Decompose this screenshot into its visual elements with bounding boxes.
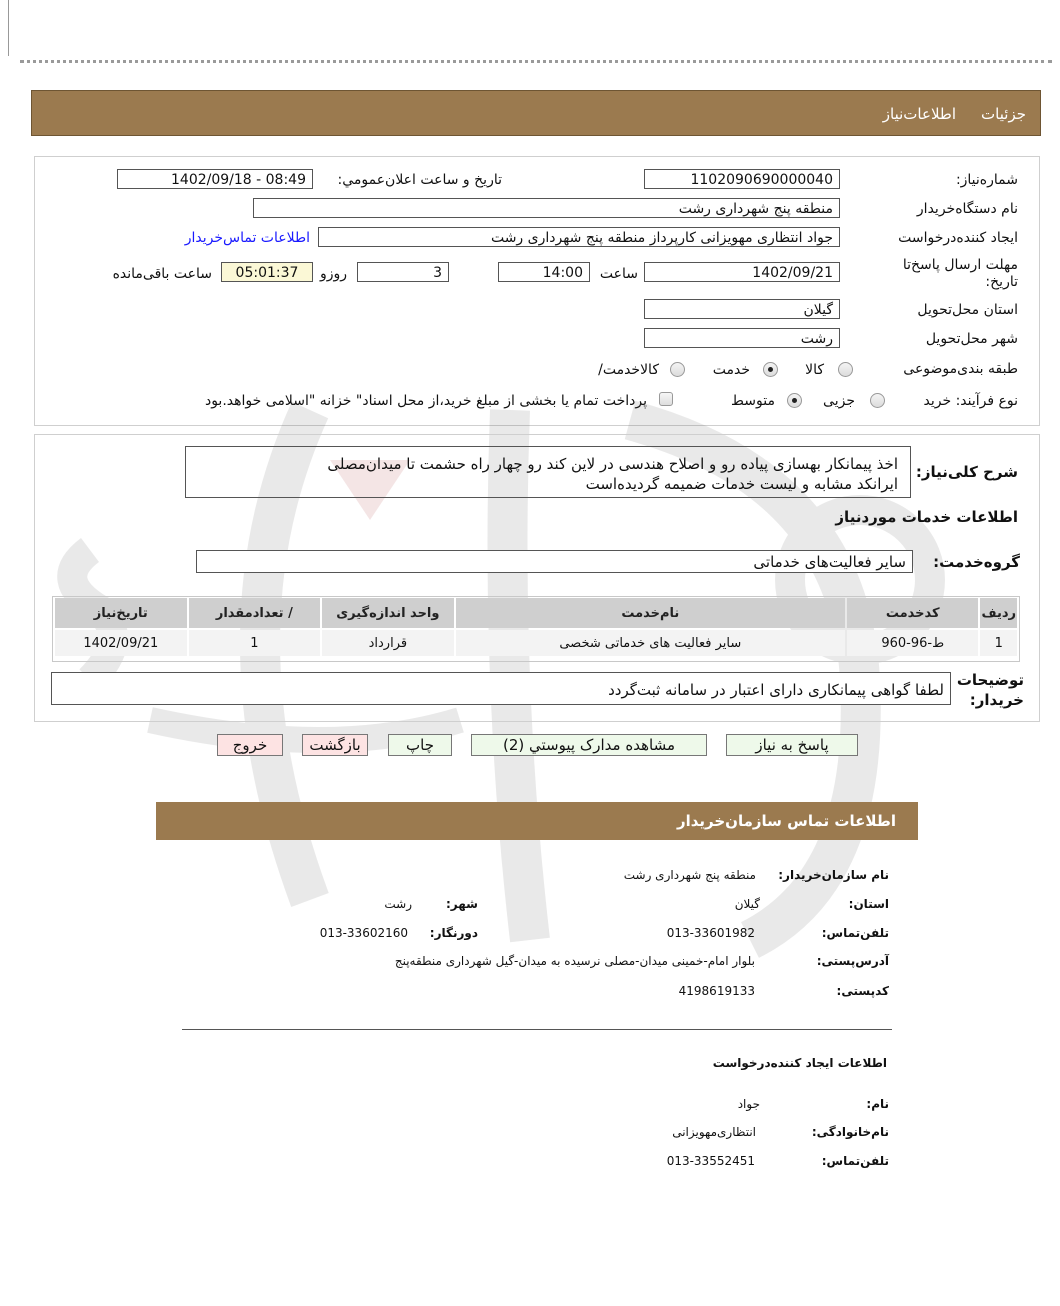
- buyer-org-label: نام دستگاه‌خریدار: [916, 201, 1018, 217]
- deadline-date-field: 1402/09/21: [644, 262, 840, 282]
- top-left-rule: [8, 0, 9, 56]
- table-row: [55, 630, 1017, 656]
- services-title: اطلاعات خدمات موردنیاز: [835, 508, 1018, 526]
- attachments-button[interactable]: مشاهده مدارک پیوستي (2): [471, 734, 707, 756]
- payment-checkbox[interactable]: [659, 392, 673, 406]
- contact-buyer-link[interactable]: اطلاعات تماس‌خریدار: [184, 230, 310, 246]
- cell-need-date: 1402/09/21: [55, 630, 187, 656]
- process-medium-radio[interactable]: [787, 393, 802, 408]
- remaining-time-field: 05:01:37: [221, 262, 313, 282]
- announce-field: 1402/09/18 - 08:49: [117, 169, 313, 189]
- exit-button[interactable]: خروج: [217, 734, 283, 756]
- reply-button[interactable]: پاسخ به نیاز: [726, 734, 858, 756]
- payment-note: پرداخت تمام یا بخشی از مبلغ خرید،از محل اسناد" خزانه "اسلامی خواهد.بود: [204, 393, 647, 409]
- buyer-org-field: منطقه پنج شهرداری رشت: [253, 198, 840, 218]
- deadline-time-field: 14:00: [498, 262, 590, 282]
- need-number-label: شماره‌نیاز:: [955, 172, 1018, 188]
- fax-value: 013-33602160: [319, 926, 408, 940]
- col-unit: واحد اندازه‌گیری: [322, 598, 454, 628]
- cell-quantity: 1: [189, 630, 321, 656]
- province-field: گیلان: [644, 299, 840, 319]
- creator-phone-label: تلفن‌تماس:: [821, 1154, 889, 1168]
- creator-field: جواد انتظاری مهویزانی کارپرداز منطقه پنج شهرداری رشت: [318, 227, 840, 247]
- phone-label: تلفن‌تماس:: [821, 926, 889, 940]
- process-minor-radio[interactable]: [870, 393, 885, 408]
- process-minor-label: جزیی: [823, 393, 855, 409]
- cell-row-number: 1: [980, 630, 1017, 656]
- family-value: انتظاری‌مهویزانی: [672, 1125, 756, 1139]
- process-medium-label: متوسط: [731, 393, 775, 409]
- postal-label: کدپستی:: [836, 984, 889, 998]
- name-value: جواد: [737, 1097, 760, 1111]
- buyer-notes-label: توضیحات خریدار:: [956, 671, 1024, 709]
- header-title: اطلاعات‌نیاز: [882, 105, 956, 123]
- need-number-field: 1102090690000040: [644, 169, 840, 189]
- description-line-1: اخذ پیمانکار بهسازی پیاده رو و اصلاح هندسی در لاین کند رو چهار راه حشمت تا میدان‌مصلی: [327, 455, 898, 473]
- province-contact-label: استان:: [848, 897, 889, 911]
- creator-label: ایجاد کننده‌درخواست: [898, 230, 1018, 246]
- services-table-header: [55, 598, 1017, 628]
- creator-phone-value: 013-33552451: [666, 1154, 755, 1168]
- announce-label: تاریخ و ساعت اعلان‌عمومي:: [337, 172, 502, 188]
- service-group-label: گروه‌خدمت:: [933, 553, 1020, 571]
- category-service-radio[interactable]: [763, 362, 778, 377]
- service-group-field: سایر فعالیت‌های خدماتی: [196, 550, 913, 573]
- days-field: 3: [357, 262, 449, 282]
- category-goods-service-radio[interactable]: [670, 362, 685, 377]
- category-label: طبقه بندی‌موضوعی: [903, 361, 1018, 377]
- fax-label: دورنگار:: [429, 926, 478, 940]
- cell-unit: قرارداد: [322, 630, 454, 656]
- cell-service-code: ط-96-960: [847, 630, 978, 656]
- province-label: استان محل‌تحویل: [917, 302, 1018, 318]
- city-contact-label: شهر:: [446, 897, 478, 911]
- info-panel: [34, 156, 1040, 426]
- category-service-label: خدمت: [712, 362, 750, 378]
- contact-title: اطلاعات تماس سازمان‌خریدار: [676, 812, 896, 830]
- buyer-notes-field: لطفا گواهی پیمانکاری دارای اعتبار در سامانه ثبت‌گردد: [51, 672, 951, 705]
- postal-value: 4198619133: [678, 984, 755, 998]
- header-details[interactable]: جزئیات: [981, 105, 1026, 123]
- category-goods-radio[interactable]: [838, 362, 853, 377]
- services-table: [53, 596, 1019, 658]
- deadline-label: مهلت ارسال پاسخ‌تا تاریخ:: [902, 257, 1018, 290]
- category-goods-label: کالا: [805, 362, 824, 378]
- city-contact-value: رشت: [384, 897, 412, 911]
- col-row-number: ردیف: [980, 598, 1017, 628]
- family-label: نام‌خانوادگی:: [811, 1125, 889, 1139]
- phone-value: 013-33601982: [666, 926, 755, 940]
- header-bar: [31, 90, 1041, 136]
- cell-service-name: سایر فعالیت های خدماتی شخصی: [456, 630, 845, 656]
- col-service-name: نام‌خدمت: [456, 598, 845, 628]
- contact-divider: [182, 1029, 892, 1030]
- org-label: نام سازمان‌خریدار:: [778, 868, 889, 882]
- back-button[interactable]: بازگشت: [302, 734, 368, 756]
- description-line-2: ایرانکد مشابه و لیست خدمات ضمیمه گردیده‌است: [585, 475, 898, 493]
- contact-header-bar: [156, 802, 918, 840]
- days-label: روزو: [319, 266, 347, 282]
- remaining-label: ساعت باقی‌مانده: [112, 266, 212, 282]
- name-label: نام:: [866, 1097, 889, 1111]
- creator-info-title: اطلاعات ایجاد کننده‌درخواست: [712, 1056, 887, 1070]
- process-label: نوع فرآیند: خرید: [923, 393, 1018, 409]
- col-need-date: تاریخ‌نیاز: [55, 598, 187, 628]
- address-value: بلوار امام-خمینی میدان-مصلی نرسیده به میدان-گیل شهرداری منطقه‌پنج: [394, 954, 755, 968]
- description-label: شرح کلی‌نیاز:: [915, 463, 1018, 481]
- col-quantity: / تعدادمقدار: [189, 598, 321, 628]
- description-box: [185, 446, 911, 498]
- city-label: شهر محل‌تحویل: [925, 331, 1018, 347]
- category-goods-service-label: کالاخدمت/: [598, 362, 659, 378]
- top-dotted-rule: [20, 60, 1052, 63]
- province-contact-value: گیلان: [734, 897, 760, 911]
- print-button[interactable]: چاپ: [388, 734, 452, 756]
- org-value: منطقه پنج شهرداری رشت: [623, 868, 756, 882]
- col-service-code: کدخدمت: [847, 598, 978, 628]
- time-label: ساعت: [599, 266, 638, 282]
- city-field: رشت: [644, 328, 840, 348]
- address-label: آدرس‌پستی:: [816, 954, 889, 968]
